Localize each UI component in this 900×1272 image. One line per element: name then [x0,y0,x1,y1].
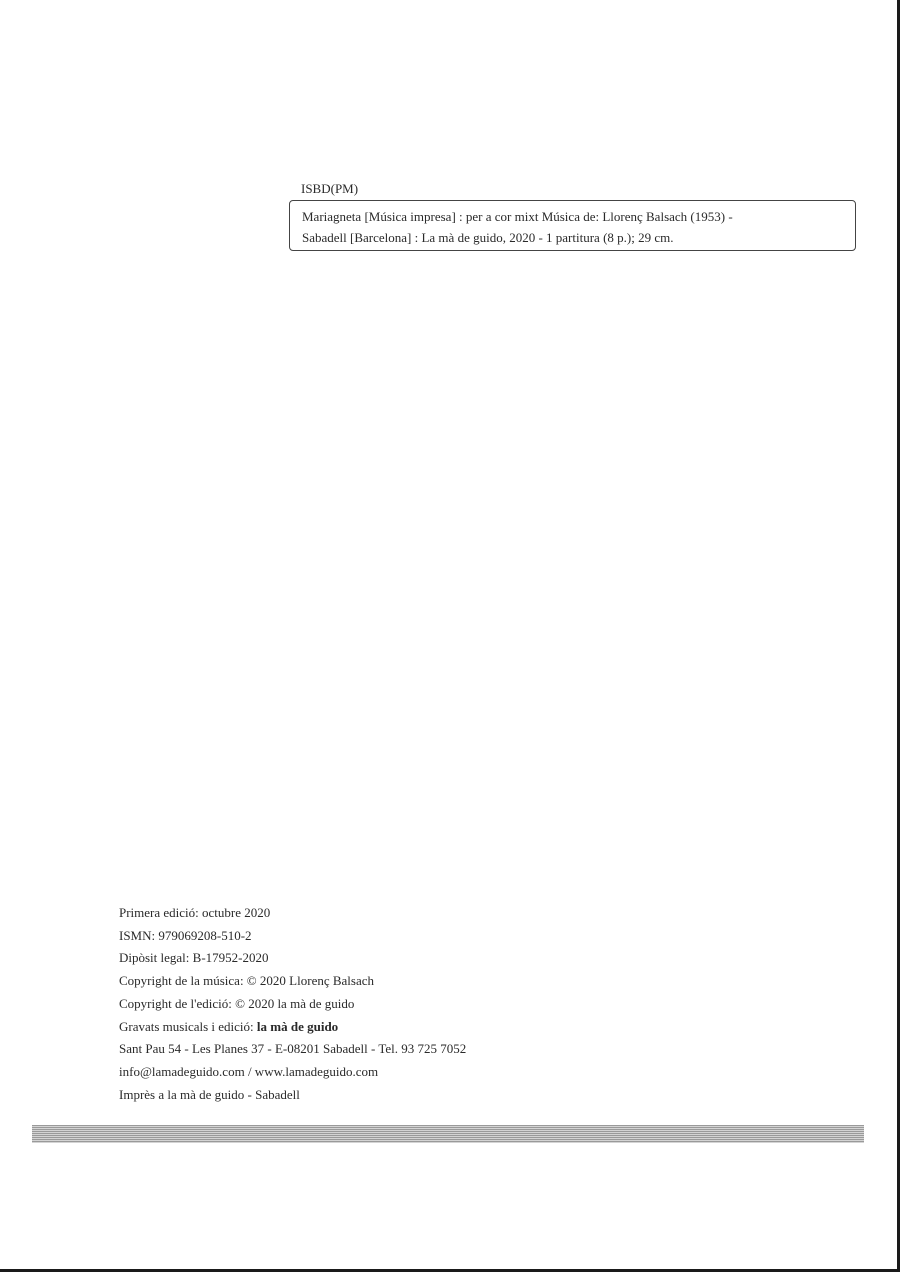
isbd-record-line-1: Mariagneta [Música impresa] : per a cor mixt Música de: Llorenç Balsach (1953) - [302,209,733,224]
edition-copyright: Copyright de l'edició: © 2020 la mà de guido [119,995,355,1011]
colophon [119,902,466,1106]
decorative-rule-band [32,1125,864,1143]
isbd-record-box [289,200,856,251]
publisher-contact: info@lamadeguido.com / www.lamadeguido.com [119,1063,379,1079]
ismn: ISMN: 979069208-510-2 [119,927,252,943]
isbd-label: ISBD(PM) [301,181,359,196]
engraving-credit [119,1016,466,1039]
isbd-record-line-2: Sabadell [Barcelona] : La mà de guido, 2020 - 1 partitura (8 p.); 29 cm. [302,230,674,245]
first-edition: Primera edició: octubre 2020 [119,905,271,920]
music-copyright: Copyright de la música: © 2020 Llorenç Balsach [119,973,375,989]
engraving-publisher: la mà de guido [256,1018,339,1034]
legal-deposit: Dipòsit legal: B-17952-2020 [119,950,269,966]
engraving-prefix: Gravats musicals i edició: [119,1018,257,1034]
publisher-address: Sant Pau 54 - Les Planes 37 - E-08201 Sabadell - Tel. 93 725 7052 [119,1041,467,1057]
printed-by: Imprès a la mà de guido - Sabadell [119,1086,300,1102]
